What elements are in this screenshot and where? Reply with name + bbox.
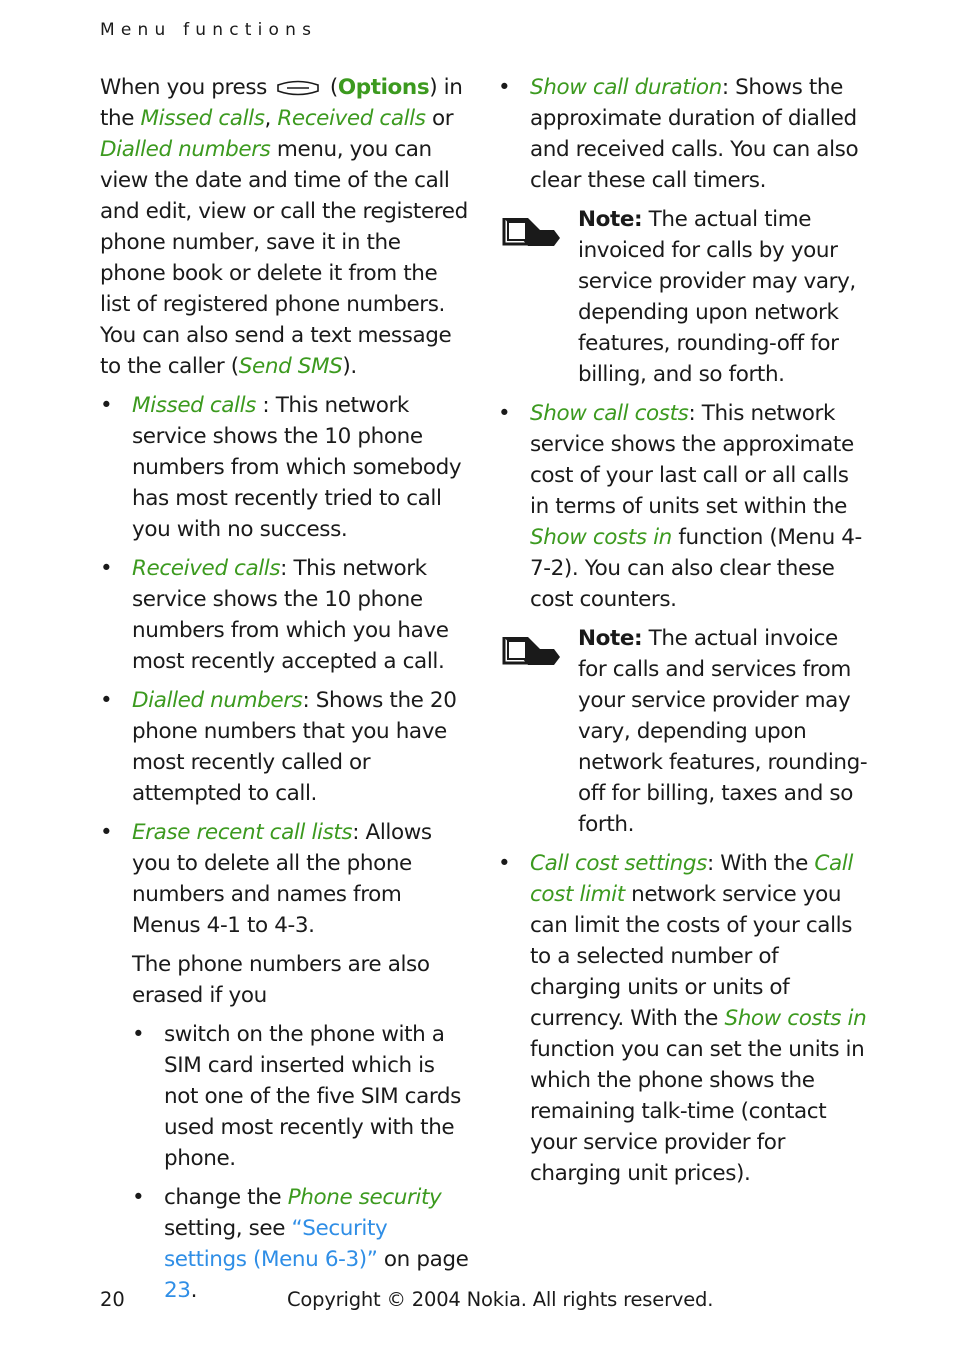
bullet-dot: • <box>498 851 511 876</box>
term-phone-security: Phone security <box>287 1185 442 1210</box>
bullet-dot: • <box>100 820 113 845</box>
right-column <box>498 72 868 1189</box>
bullet-show-call-duration: • Show call duration: Shows the approximate duration of dialled and received calls. You can also clear these call timers. <box>498 72 868 196</box>
bullet-term: Show call costs <box>530 401 689 426</box>
bullet-erase-recent-call-lists: • Erase recent call lists: Allows you to delete all the phone numbers and names from Menus 4-1 to 4-3. <box>100 817 470 941</box>
bullet-term: Erase recent call lists <box>132 820 353 845</box>
page-23-link[interactable]: 23 <box>164 1278 191 1303</box>
term-call-cost-limit: Call cost limit <box>530 851 853 907</box>
term-send-sms: Send SMS <box>238 354 343 379</box>
term-dialled-numbers: Dialled numbers <box>100 137 271 162</box>
bullet-dot: • <box>100 393 113 418</box>
bullet-term: Dialled numbers <box>132 688 303 713</box>
term-missed-calls: Missed calls <box>140 106 265 131</box>
bullet-term: Call cost settings <box>530 851 707 876</box>
bullet-dot: • <box>100 688 113 713</box>
note-label: Note: <box>578 207 643 232</box>
bullet-dot: • <box>132 1022 145 1047</box>
bullet-term: Show call duration <box>530 75 722 100</box>
bullet-call-cost-settings: • Call cost settings: With the Call cost limit network service you can limit the costs of your calls to a selected number of charging units or units of currency. With the Show costs in function you can set the units in which the phone shows the remaining talk-time (contact your service provider for charging unit prices). <box>498 848 868 1189</box>
note-hand-icon <box>500 627 560 667</box>
note-label: Note: <box>578 626 643 651</box>
bullet-show-call-costs: • Show call costs: This network service shows the approximate cost of your last call or all calls in terms of units set within the Show costs in function (Menu 4-7-2). You can also clear these cost counters. <box>498 398 868 615</box>
bullet-dialled-numbers: • Dialled numbers: Shows the 20 phone numbers that you have most recently called or attempted to call. <box>100 685 470 809</box>
security-settings-link[interactable]: “Security settings (Menu 6-3)” <box>164 1216 388 1272</box>
note-call-duration: Note: The actual time invoiced for calls by your service provider may vary, depending upon network features, rounding-off for billing, and so forth. <box>498 204 868 390</box>
selection-key-icon <box>275 79 321 97</box>
bullet-dot: • <box>498 75 511 100</box>
erased-paragraph: The phone numbers are also erased if you <box>132 952 430 1008</box>
term-received-calls: Received calls <box>277 106 426 131</box>
page-number: 20 <box>100 1288 125 1311</box>
note-hand-icon <box>500 208 560 248</box>
bullet-dot: • <box>132 1185 145 1210</box>
copyright-notice: Copyright © 2004 Nokia. All rights reserved. <box>287 1288 714 1311</box>
subbullet-phone-security: • change the Phone security setting, see “Security settings (Menu 6-3)” on page 23. <box>132 1182 470 1306</box>
bullet-received-calls: • Received calls: This network service shows the 10 phone numbers from which you have most recently accepted a call. <box>100 553 470 677</box>
term-show-costs-in: Show costs in <box>530 525 672 550</box>
bullet-missed-calls: • Missed calls : This network service shows the 10 phone numbers from which somebody has most recently tried to call you with no success. <box>100 390 470 545</box>
left-column <box>100 72 470 1306</box>
bullet-dot: • <box>100 556 113 581</box>
term-show-costs-in: Show costs in <box>724 1006 867 1031</box>
intro-paragraph: When you press (Options) in the Missed calls, Received calls or Dialled numbers menu, you can view the date and time of the call and edit, view or call the registered phone number, save it in the phone book or delete it from the list of registered phone numbers. You can also send a text message to the caller (Send SMS). <box>100 75 468 379</box>
bullet-term: Received calls <box>132 556 281 581</box>
options-softkey-label: Options <box>337 75 430 100</box>
bullet-dot: • <box>498 401 511 426</box>
bullet-term: Missed calls <box>132 393 256 418</box>
running-header: Menu functions <box>100 20 318 40</box>
note-call-costs: Note: The actual invoice for calls and services from your service provider may vary, depending upon network features, rounding-off for billing, taxes and so forth. <box>498 623 868 840</box>
subbullet-sim-card: • switch on the phone with a SIM card inserted which is not one of the five SIM cards used most recently with the phone. <box>132 1019 470 1174</box>
